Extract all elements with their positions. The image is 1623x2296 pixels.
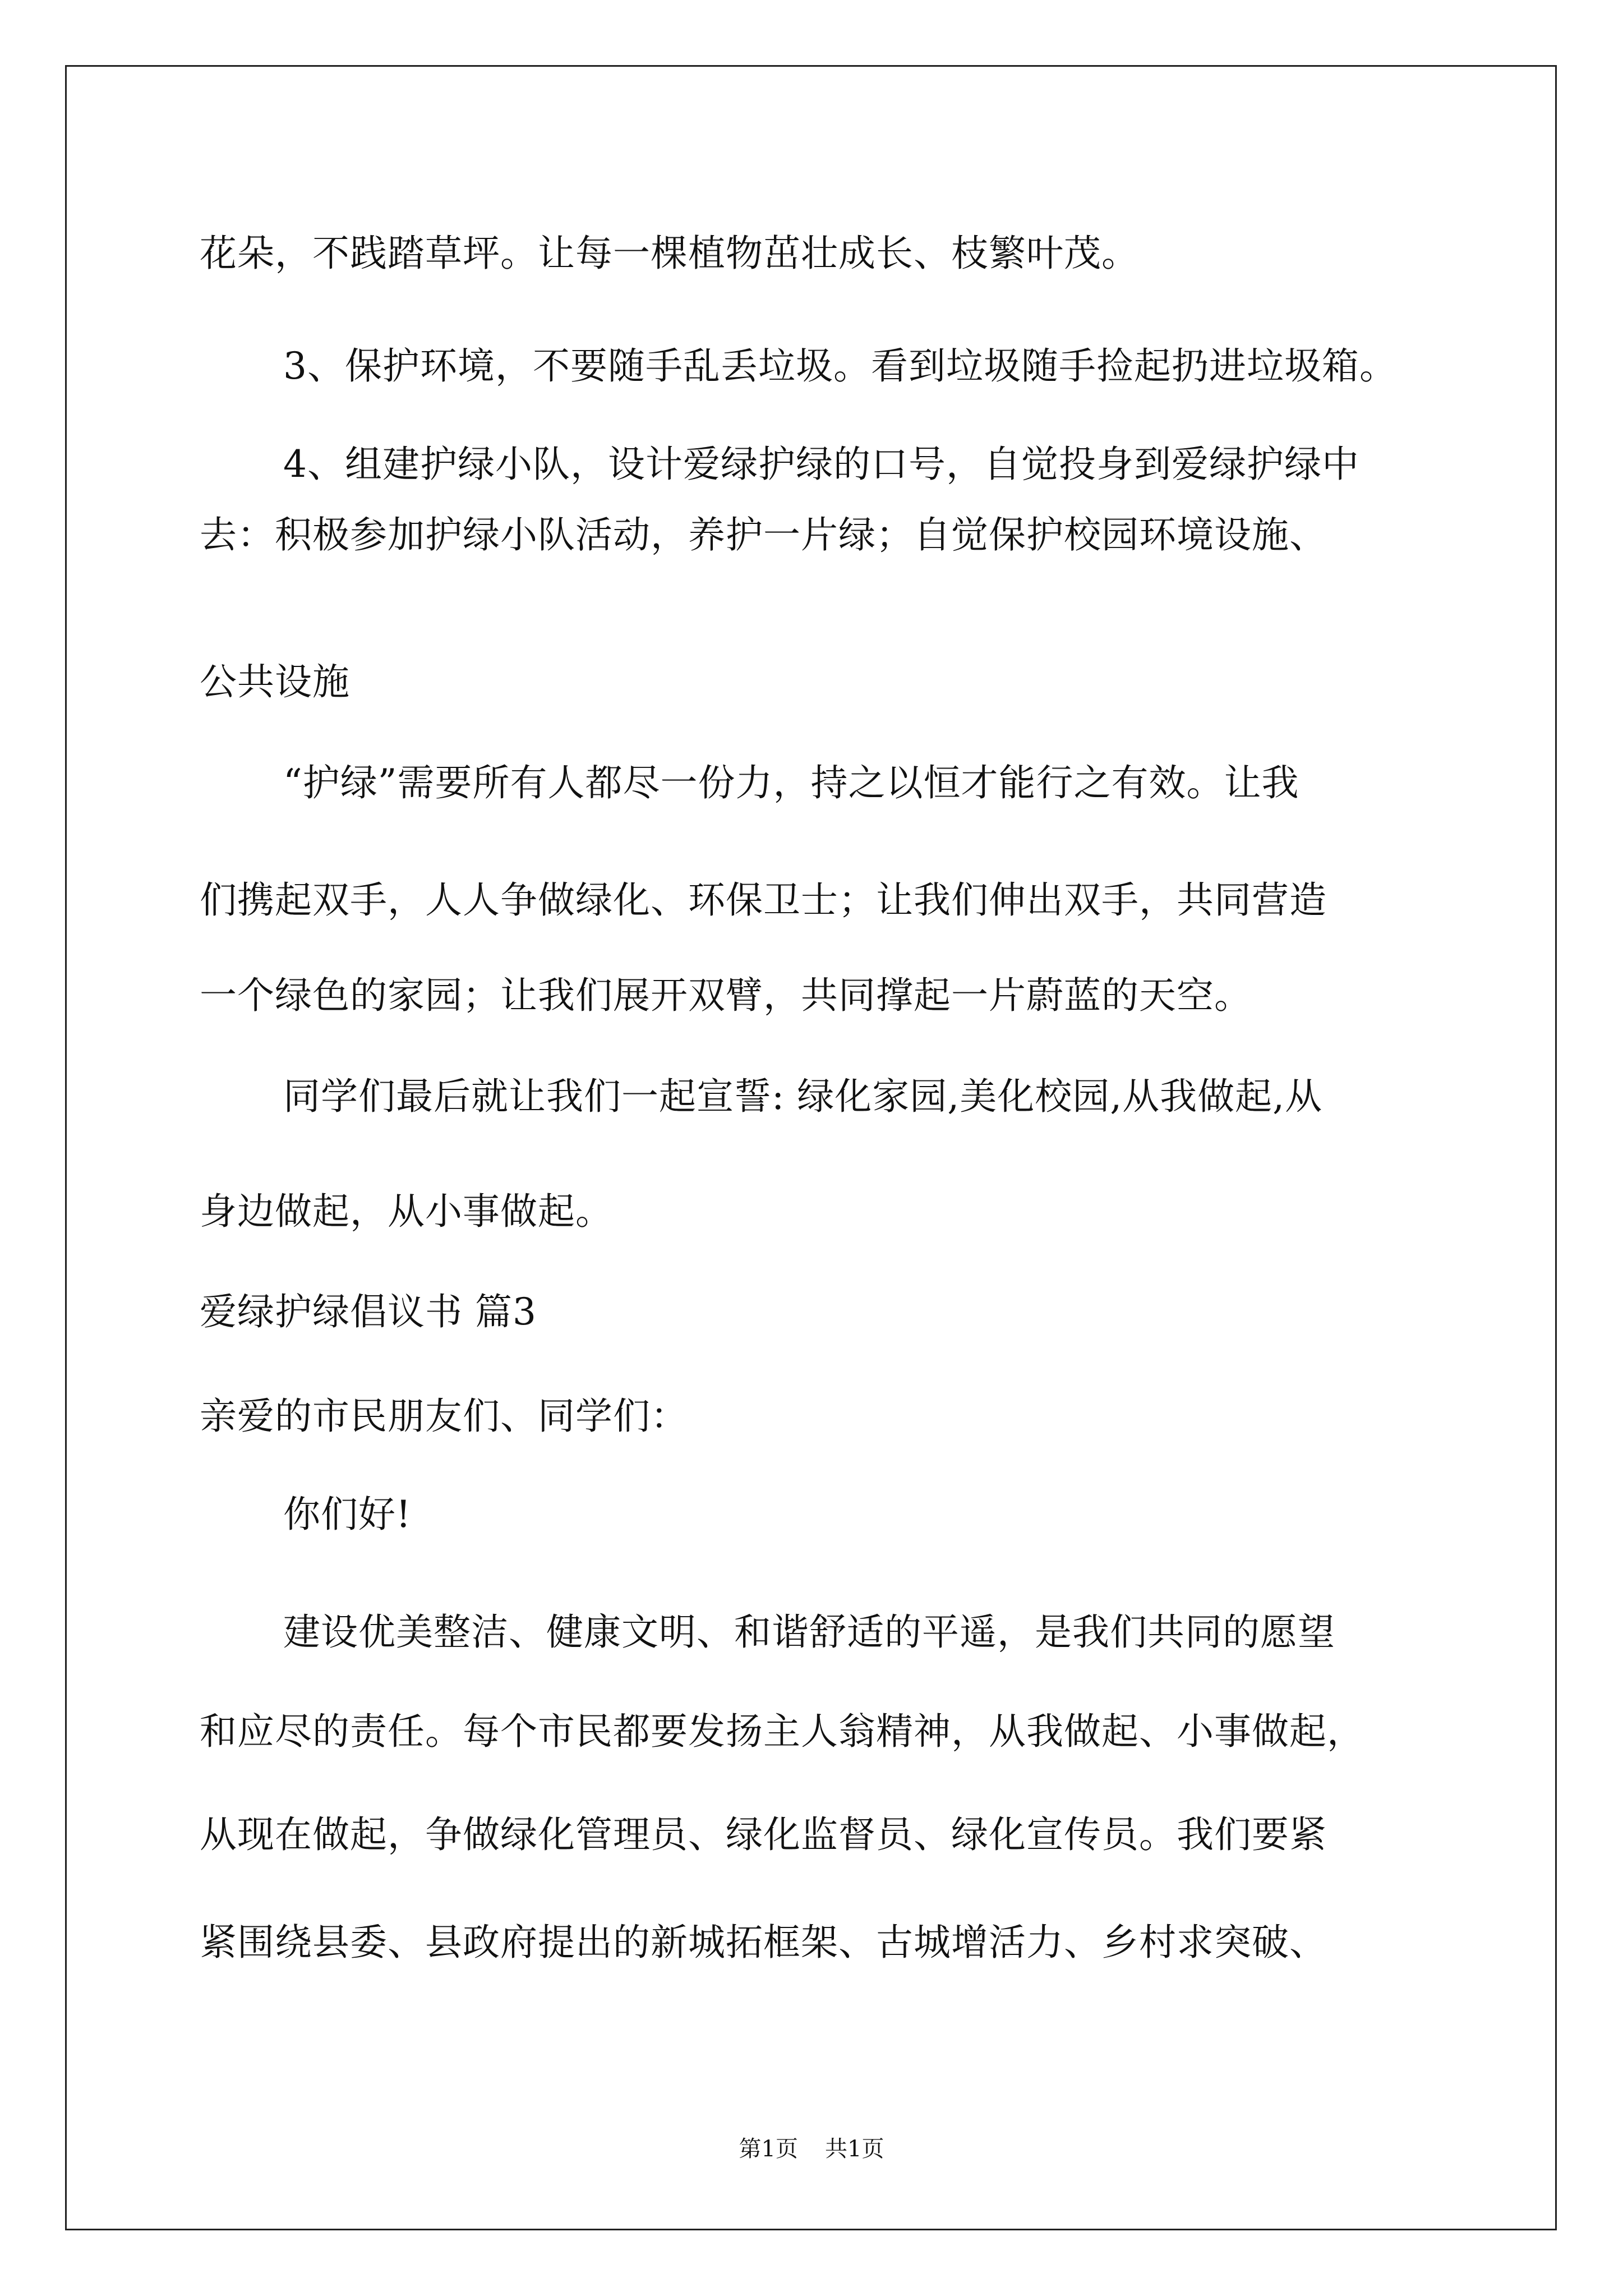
paragraph-line: 一个绿色的家园；让我们展开双臂，共同撑起一片蔚蓝的天空。 bbox=[200, 974, 1252, 1017]
greeting: 你们好! bbox=[283, 1493, 412, 1536]
salutation: 亲爱的市民朋友们、同学们： bbox=[200, 1395, 688, 1438]
list-item-4-end: 公共设施 bbox=[200, 660, 350, 703]
paragraph-line: 从现在做起，争做绿化管理员、绿化监督员、绿化宣传员。我们要紧 bbox=[200, 1813, 1327, 1856]
list-item-4-continued: 去：积极参加护绿小队活动，养护一片绿；自觉保护校园环境设施、 bbox=[200, 513, 1327, 556]
page-footer bbox=[0, 2135, 1623, 2163]
section-heading: 爱绿护绿倡议书 篇3 bbox=[200, 1290, 537, 1333]
page-border bbox=[65, 65, 1557, 2230]
list-item-4: 4、组建护绿小队，设计爱绿护绿的口号，自觉投身到爱绿护绿中 bbox=[283, 443, 1359, 486]
list-item-3: 3、保护环境，不要随手乱丢垃圾。看到垃圾随手捡起扔进垃圾箱。 bbox=[283, 344, 1397, 388]
pledge-line: 同学们最后就让我们一起宣誓: 绿化家园,美化校园,从我做起,从 bbox=[283, 1075, 1323, 1118]
paragraph-line: 们携起双手，人人争做绿化、环保卫士；让我们伸出双手，共同营造 bbox=[200, 878, 1327, 922]
body-line-1: 花朵，不践踏草坪。让每一棵植物茁壮成长、枝繁叶茂。 bbox=[200, 232, 1139, 275]
page-number: 第1页 bbox=[739, 2136, 798, 2162]
pledge-line-end: 身边做起，从小事做起。 bbox=[200, 1190, 613, 1233]
paragraph-line: 建设优美整洁、健康文明、和谐舒适的平遥，是我们共同的愿望 bbox=[283, 1611, 1335, 1654]
paragraph-line: 和应尽的责任。每个市民都要发扬主人翁精神，从我做起、小事做起， bbox=[200, 1710, 1364, 1753]
page-total: 共1页 bbox=[825, 2136, 884, 2162]
paragraph-line: “护绿”需要所有人都尽一份力，持之以恒才能行之有效。让我 bbox=[283, 761, 1299, 804]
paragraph-line: 紧围绕县委、县政府提出的新城拓框架、古城增活力、乡村求突破、 bbox=[200, 1921, 1327, 1964]
